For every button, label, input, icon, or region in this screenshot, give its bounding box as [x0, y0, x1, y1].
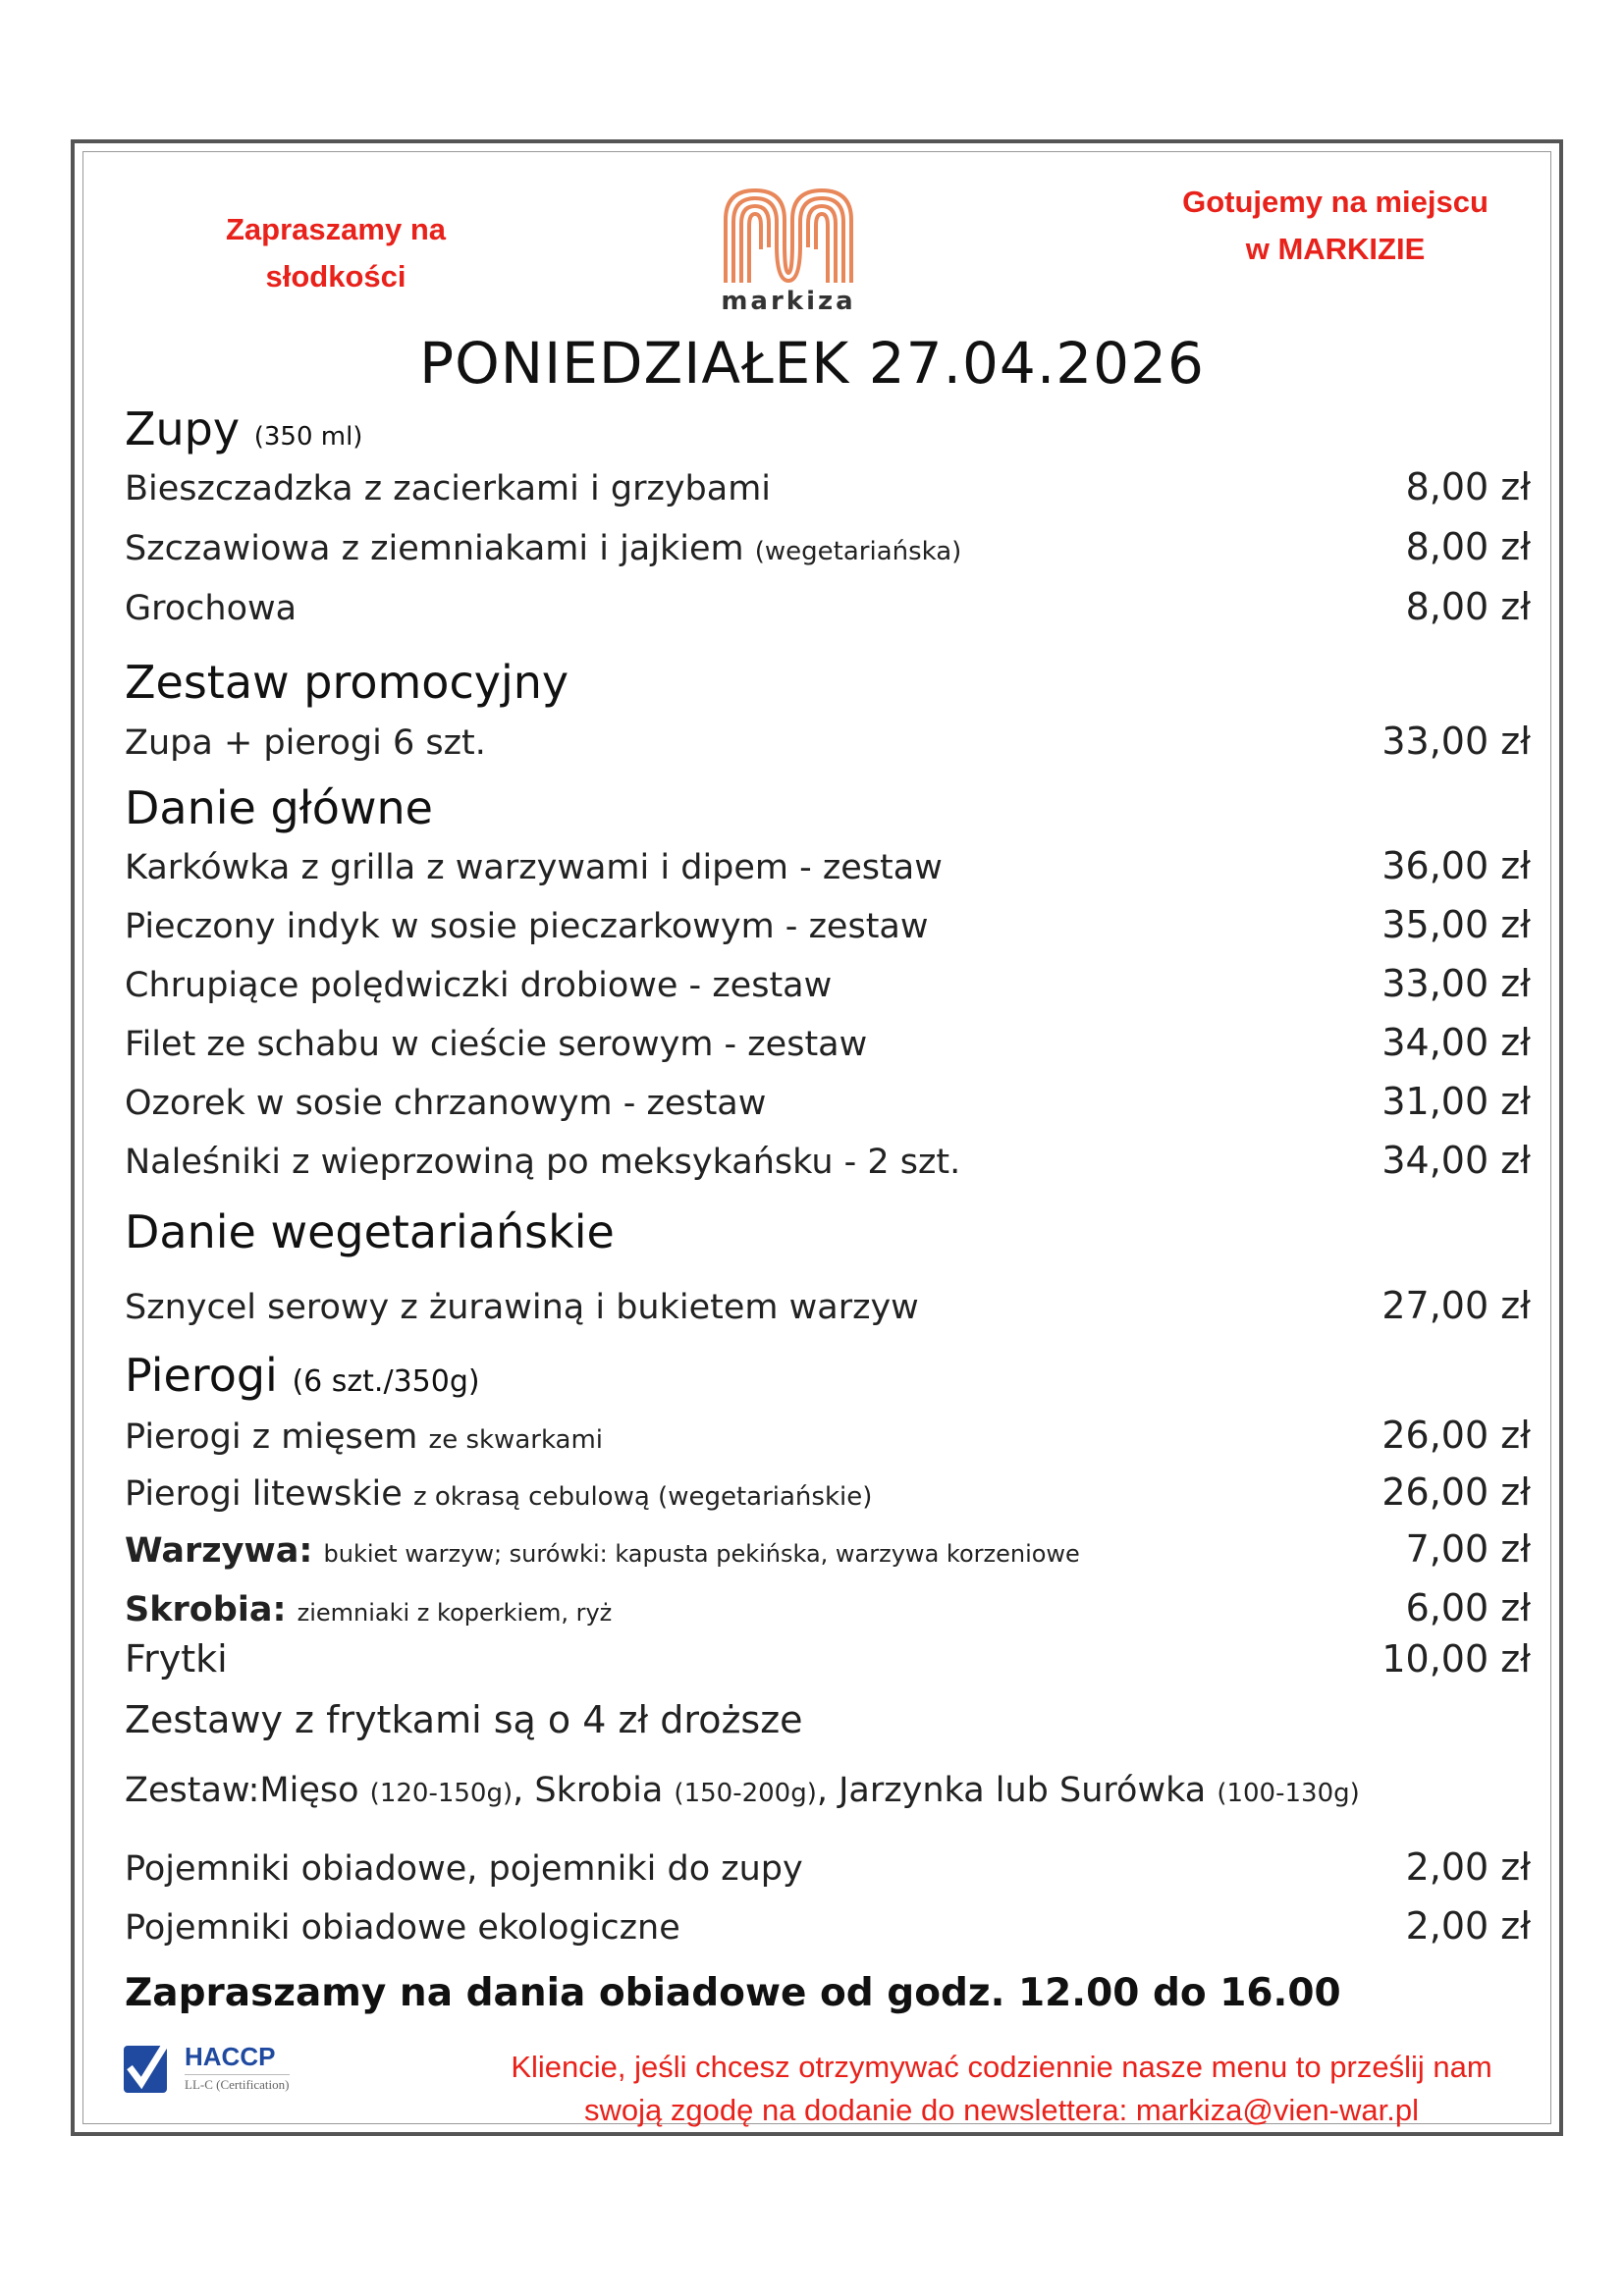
zestaw-info-part2: , Skrobia [513, 1771, 664, 1810]
item-price: 34,00 zł [1381, 1139, 1531, 1182]
section-title-zestaw: Zestaw promocyjny [125, 656, 569, 709]
sweets-promo-line1: Zapraszamy na [226, 212, 446, 246]
menu-item [125, 1845, 1531, 1889]
item-name: Szczawiowa z ziemniakami i jajkiem [125, 529, 744, 568]
section-pierogi-note: (6 szt./350g) [292, 1364, 480, 1399]
item-price: 27,00 zł [1381, 1284, 1531, 1327]
frytki-note: Zestawy z frytkami są o 4 zł droższe [125, 1698, 803, 1741]
item-extra: ze skwarkami [428, 1425, 604, 1455]
menu-item [125, 1470, 1531, 1514]
item-name: Ozorek w sosie chrzanowym - zestaw [125, 1084, 767, 1123]
item-price: 26,00 zł [1381, 1414, 1531, 1457]
cooking-promo-line2: w MARKIZIE [1245, 232, 1426, 266]
warzywa-desc: bukiet warzyw; surówki: kapusta pekińska, warzywa korzeniowe [323, 1540, 1080, 1568]
zestaw-info [125, 1771, 1360, 1810]
zestaw-info-part1-weight: (120-150g) [369, 1779, 514, 1808]
item-price: 8,00 zł [1405, 465, 1531, 508]
haccp-badge [122, 2038, 290, 2097]
menu-item [125, 844, 1531, 887]
menu-item [125, 1284, 1531, 1327]
section-title-pierogi [125, 1349, 480, 1402]
cooking-promo [1159, 179, 1512, 273]
menu-item [125, 1139, 1531, 1182]
item-name: Naleśniki z wieprzowiną po meksykańsku - 2 szt. [125, 1143, 961, 1182]
section-title-zupy [125, 402, 362, 455]
markiza-logo [715, 185, 862, 316]
item-name: Chrupiące polędwiczki drobiowe - zestaw [125, 966, 833, 1005]
item-name: Zupa + pierogi 6 szt. [125, 723, 486, 763]
item-price: 10,00 zł [1381, 1637, 1531, 1681]
newsletter-line2: swoją zgodę na dodanie do newslettera: markiza@vien-war.pl [584, 2093, 1419, 2127]
section-title-wege: Danie wegetariańskie [125, 1205, 615, 1258]
sweets-promo [208, 206, 463, 300]
frytki-label: Frytki [125, 1637, 228, 1681]
menu-item [125, 525, 1531, 568]
menu-item [125, 1414, 1531, 1457]
menu-item [125, 1904, 1531, 1948]
item-name: Pierogi z mięsem [125, 1417, 418, 1457]
item-name: Karkówka z grilla z warzywami i dipem - zestaw [125, 848, 943, 887]
item-name: Filet ze schabu w cieście serowym - zestaw [125, 1025, 868, 1064]
item-price: 33,00 zł [1381, 720, 1531, 763]
item-name: Pojemniki obiadowe ekologiczne [125, 1908, 680, 1948]
menu-item [125, 720, 1531, 763]
item-price: 34,00 zł [1381, 1021, 1531, 1064]
day-title: PONIEDZIAŁEK 27.04.2026 [419, 330, 1205, 397]
menu-item-frytki [125, 1637, 1531, 1681]
haccp-subtitle: LL-C (Certification) [185, 2074, 290, 2093]
markiza-logo-icon [720, 185, 857, 283]
item-name: Pojemniki obiadowe, pojemniki do zupy [125, 1849, 803, 1889]
item-price: 7,00 zł [1405, 1527, 1531, 1571]
item-name: Grochowa [125, 589, 298, 628]
section-pierogi-label: Pierogi [125, 1349, 278, 1402]
item-price: 2,00 zł [1405, 1845, 1531, 1889]
menu-item-skrobia [125, 1586, 1531, 1629]
opening-hours: Zapraszamy na dania obiadowe od godz. 12.00 do 16.00 [125, 1971, 1341, 2015]
item-price: 35,00 zł [1381, 903, 1531, 946]
logo-text: markiza [721, 287, 856, 316]
haccp-check-icon [122, 2038, 171, 2097]
section-title-glowne: Danie główne [125, 781, 433, 834]
menu-item [125, 585, 1531, 628]
warzywa-label: Warzywa: [125, 1531, 313, 1571]
item-name: Sznycel serowy z żurawiną i bukietem warzyw [125, 1288, 919, 1327]
item-price: 6,00 zł [1405, 1586, 1531, 1629]
item-extra: z okrasą cebulową (wegetariańskie) [412, 1482, 873, 1512]
item-price: 2,00 zł [1405, 1904, 1531, 1948]
zestaw-info-part1: Zestaw:Mięso [125, 1771, 359, 1810]
menu-item [125, 465, 1531, 508]
zestaw-info-part2-weight: (150-200g) [674, 1779, 817, 1808]
item-extra: (wegetariańska) [754, 537, 962, 566]
section-zupy-label: Zupy [125, 402, 241, 455]
menu-item [125, 962, 1531, 1005]
section-zupy-note: (350 ml) [253, 422, 363, 452]
item-price: 8,00 zł [1405, 525, 1531, 568]
haccp-title: HACCP [185, 2042, 276, 2071]
cooking-promo-line1: Gotujemy na miejscu [1182, 185, 1489, 219]
menu-item-warzywa [125, 1527, 1531, 1571]
item-price: 31,00 zł [1381, 1080, 1531, 1123]
item-price: 26,00 zł [1381, 1470, 1531, 1514]
menu-item [125, 903, 1531, 946]
newsletter-info [412, 2046, 1591, 2132]
newsletter-line1: Kliencie, jeśli chcesz otrzymywać codziennie nasze menu to prześlij nam [511, 2050, 1492, 2084]
item-price: 8,00 zł [1405, 585, 1531, 628]
item-name: Bieszczadzka z zacierkami i grzybami [125, 469, 772, 508]
sweets-promo-line2: słodkości [265, 259, 406, 294]
menu-item [125, 1021, 1531, 1064]
item-price: 36,00 zł [1381, 844, 1531, 887]
zestaw-info-part3: , Jarzynka lub Surówka [816, 1771, 1207, 1810]
zestaw-info-part3-weight: (100-130g) [1217, 1779, 1360, 1808]
item-name: Pierogi litewskie [125, 1474, 403, 1514]
menu-item [125, 1080, 1531, 1123]
skrobia-desc: ziemniaki z koperkiem, ryż [297, 1599, 613, 1627]
item-price: 33,00 zł [1381, 962, 1531, 1005]
item-name: Pieczony indyk w sosie pieczarkowym - zestaw [125, 907, 929, 946]
skrobia-label: Skrobia: [125, 1590, 287, 1629]
